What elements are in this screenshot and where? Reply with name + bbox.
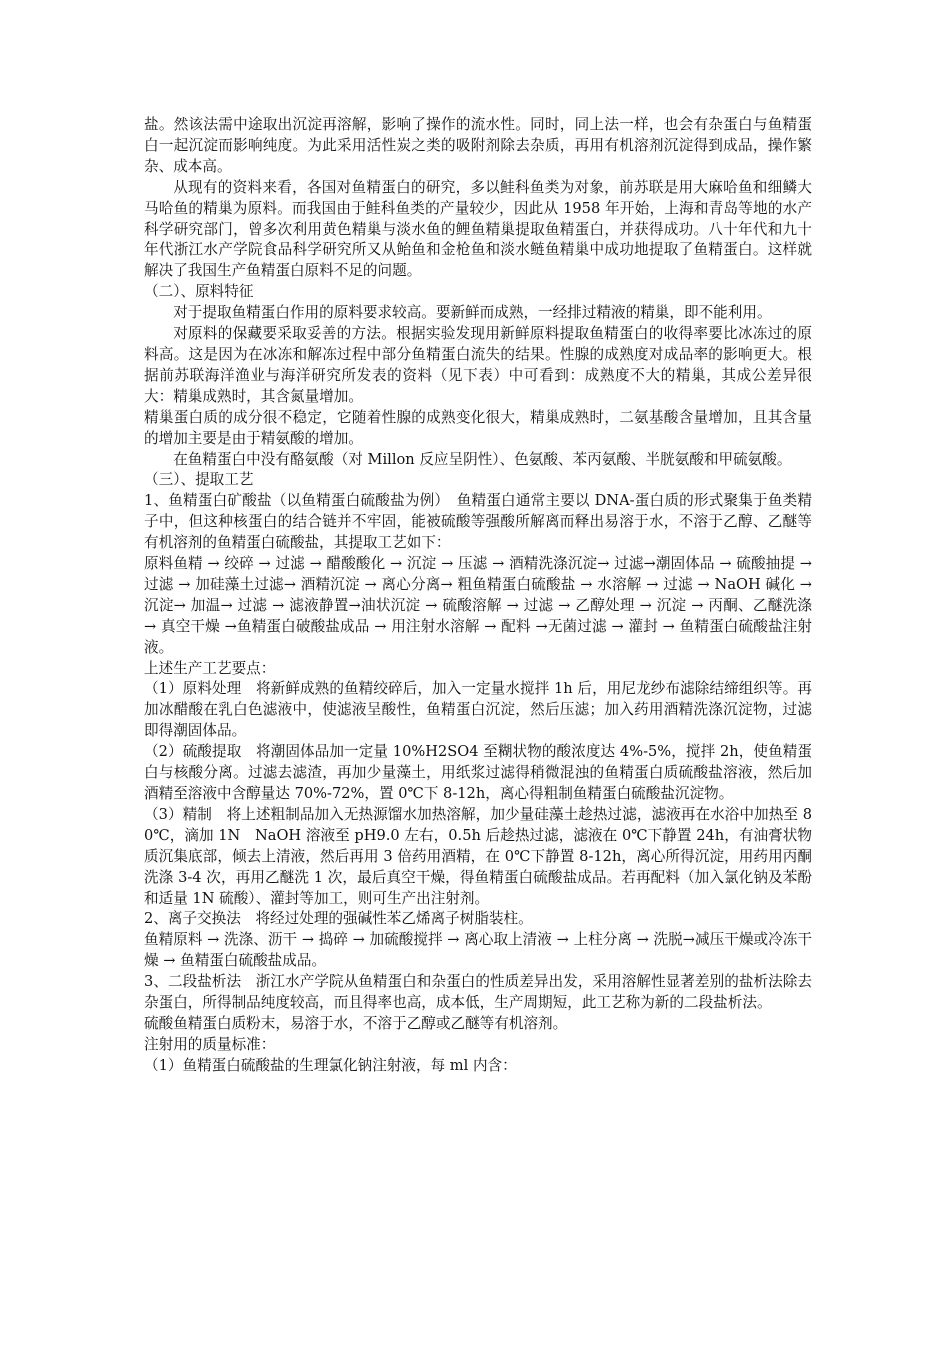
paragraph: 在鱼精蛋白中没有酪氨酸（对 Millon 反应呈阴性）、色氨酸、苯丙氨酸、半胱氨酸和甲硫氨酸。 xyxy=(173,450,792,468)
paragraph: 对于提取鱼精蛋白作用的原料要求较高。要新鲜而成熟，一经排过精液的精巢，即不能利用。 xyxy=(173,304,772,322)
document-body xyxy=(144,115,812,1077)
paragraph: 上述生产工艺要点： xyxy=(144,659,276,677)
paragraph: 注射用的质量标准： xyxy=(144,1035,276,1053)
paragraph: 3、二段盐析法 浙江水产学院从鱼精蛋白和杂蛋白的性质差异出发，采用溶解性显著差别的盐析法除去杂蛋白，所得制品纯度较高，而且得率也高，成本低，生产周期短，此工艺称为新的二段盐析法。 xyxy=(144,973,812,1012)
paragraph: 原料鱼精 → 绞碎 → 过滤 → 醋酸酸化 → 沉淀 → 压滤 → 酒精洗涤沉淀→ 过滤→潮固体品 → 硫酸抽提 → 过滤 → 加硅藻土过滤→ 酒精沉淀 → 离心分离→ 粗鱼精蛋白硫酸盐 → 水溶解 → 过滤 → NaOH 碱化 → 沉淀→ 加温→ 过滤 → 滤液静置→油状沉淀 → 硫酸溶解 → 过滤 → 乙醇处理 → 沉淀 → 丙酮、乙醚洗涤 → 真空干燥 →鱼精蛋白破酸盐成品 → 用注射水溶解 → 配料 →无菌过滤 → 灌封 → 鱼精蛋白硫酸盐注射液。 xyxy=(144,555,812,656)
paragraph: （1）鱼精蛋白硫酸盐的生理氯化钠注射液，每 ml 内含： xyxy=(144,1056,517,1074)
paragraph: （3）精制 将上述粗制品加入无热源馏水加热溶解，加少量硅藻土趁热过滤，滤液再在水浴中加热至 80℃，滴加 1N NaOH 溶液至 pH9.0 左右，0.5h 后趁热过滤，滤液在 0℃下静置 24h，有油膏状物质沉集底部，倾去上清液，然后再用 3 倍药用酒精，在 0℃下静置 8-12h，离心所得沉淀，用药用丙酮洗涤 3-4 次，再用乙醚洗 1 次，最后真空干燥，得鱼精蛋白硫酸盐成品。若再配料（加入氯化钠及苯酚和适量 1N 硫酸）、灌封等加工，则可生产出注射剂。 xyxy=(144,805,812,907)
paragraph: 硫酸鱼精蛋白质粉末，易溶于水，不溶于乙醇或乙醚等有机溶剂。 xyxy=(144,1014,568,1032)
paragraph: 对原料的保藏要采取妥善的方法。根据实验发现用新鲜原料提取鱼精蛋白的收得率要比冰冻过的原料高。这是因为在冰冻和解冻过程中部分鱼精蛋白流失的结果。性腺的成熟度对成品率的影响更大。根据前苏联海洋渔业与海洋研究所发表的资料（见下表）中可看到：成熟度不大的精巢，其成公差异很大：精巢成熟时，其含氮量增加。 xyxy=(144,325,812,405)
paragraph: （2）硫酸提取 将潮固体品加一定量 10%H2SO4 至糊状物的酸浓度达 4%-5%，搅拌 2h，使鱼精蛋白与核酸分离。过滤去滤渣，再加少量藻土，用纸浆过滤得稍微混浊的鱼精蛋白质硫酸盐溶液，然后加酒精至溶液中含醇量达 70%-72%，置 0℃下 8-12h，离心得粗制鱼精蛋白硫酸盐沉淀物。 xyxy=(144,743,812,802)
paragraph: 盐。然该法需中途取出沉淀再溶解，影响了操作的流水性。同时，同上法一样，也会有杂蛋白与鱼精蛋白一起沉淀而影响纯度。为此采用活性炭之类的吸附剂除去杂质，再用有机溶剂沉淀得到成品，操作繁杂、成本高。 xyxy=(144,116,812,175)
paragraph: （1）原料处理 将新鲜成熟的鱼精绞碎后，加入一定量水搅拌 1h 后，用尼龙纱布滤除结缔组织等。再加冰醋酸在乳白色滤液中，使滤液呈酸性，鱼精蛋白沉淀，然后压滤；加入药用酒精洗涤沉淀物，过滤即得潮固体品。 xyxy=(144,680,812,740)
paragraph: 鱼精原料 → 洗涤、沥干 → 捣碎 → 加硫酸搅拌 → 离心取上清液 → 上柱分离 → 洗脱→减压干燥或冷冻干燥 → 鱼精蛋白硫酸盐成品。 xyxy=(144,931,812,970)
paragraph: 从现有的资料来看，各国对鱼精蛋白的研究，多以鲑科鱼类为对象，前苏联是用大麻哈鱼和细鳞大马哈鱼的精巢为原料。而我国由于鲑科鱼类的产量较少，因此从 1958 年开始，上海和青岛等地的水产科学研究部门，曾多次利用黄色精巢与淡水鱼的鲤鱼精巢提取鱼精蛋白，并获得成功。八十年代和九十年代浙江水产学院食品科学研究所又从鲐鱼和金枪鱼和淡水鲢鱼精巢中成功地提取了鱼精蛋白。这样就解决了我国生产鱼精蛋白原料不足的问题。 xyxy=(144,178,812,280)
paragraph: （二）、原料特征 xyxy=(144,283,254,301)
paragraph: 精巢蛋白质的成分很不稳定，它随着性腺的成熟变化很大，精巢成熟时，二氨基酸含量增加，且其含量的增加主要是由于精氨酸的增加。 xyxy=(144,408,812,447)
paragraph: （三）、提取工艺 xyxy=(144,471,254,489)
paragraph: 2、离子交换法 将经过处理的强碱性苯乙烯离子树脂装柱。 xyxy=(144,910,533,928)
paragraph: 1、鱼精蛋白矿酸盐（以鱼精蛋白硫酸盐为例） 鱼精蛋白通常主要以 DNA-蛋白质的形式聚集于鱼类精子中，但这种核蛋白的结合链并不牢固，能被硫酸等强酸所解离而释出易溶于水，不溶于乙醇、乙醚等有机溶剂的鱼精蛋白硫酸盐，其提取工艺如下： xyxy=(144,492,812,552)
